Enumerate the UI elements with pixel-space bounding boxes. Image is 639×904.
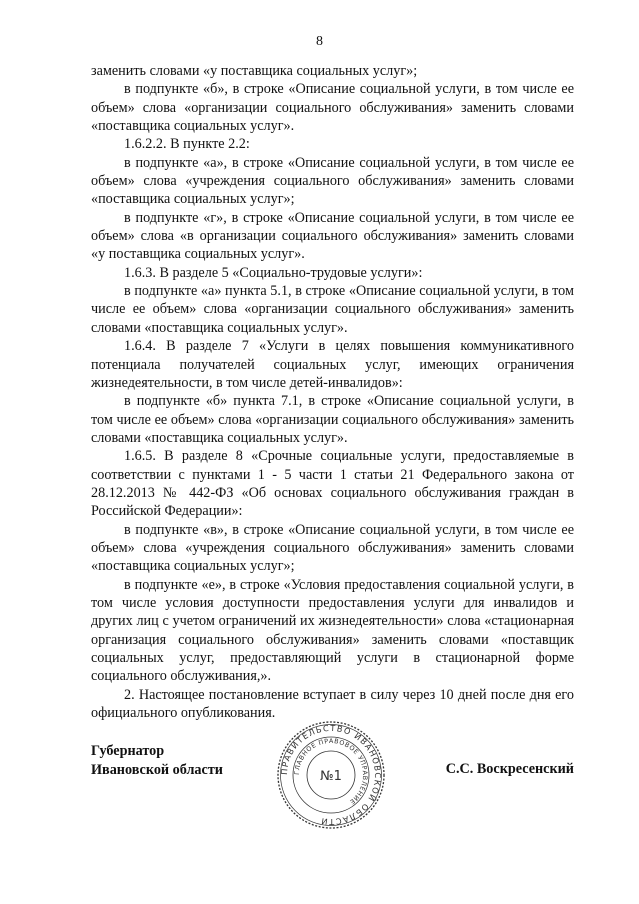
signatory-title-line1: Губернатор (91, 743, 165, 759)
paragraph: 1.6.2.2. В пункте 2.2: (124, 136, 250, 153)
seal-number: №1 (320, 769, 342, 784)
paragraph: в подпункте «г», в строке «Описание социальной услуги, в том числе ее объем» слова «в организации социального обслуживания» заменить словами «у поставщика социальных услуг». (91, 209, 574, 263)
paragraph: 2. Настоящее постановление вступает в силу через 10 дней после дня его официального опубликования. (91, 686, 574, 722)
paragraph: в подпункте «а», в строке «Описание социальной услуги, в том числе ее объем» слова «учреждения социального обслуживания» заменить словами «поставщика социальных услуг»; (91, 154, 574, 208)
paragraph: в подпункте «б» пункта 7.1, в строке «Описание социальной услуги, в том числе ее объем» слова «организации социального обслуживания» заменить словами «поставщика социальных услуг». (91, 393, 574, 446)
paragraph: в подпункте «а» пункта 5.1, в строке «Описание социальной услуги, в том числе ее объем» слова «организации социального обслуживания» заменить словами «поставщика социальных услуг». (91, 283, 574, 336)
page-number: 8 (316, 34, 323, 49)
official-seal (276, 720, 386, 830)
paragraph: в подпункте «б», в строке «Описание социальной услуги, в том числе ее объем» слова «организации социального обслуживания» заменить словами «поставщика социальных услуг». (91, 81, 574, 135)
paragraph: 1.6.4. В разделе 7 «Услуги в целях повышения коммуникативного потенциала получателей социальных услуг, имеющих ограничения жизнедеятельности, в том числе детей-инвалидов»: (91, 338, 574, 391)
paragraph: заменить словами «у поставщика социальных услуг»; (91, 63, 418, 79)
paragraph: в подпункте «в», в строке «Описание социальной услуги, в том числе ее объем» слова «учреждения социального обслуживания» заменить словами «поставщика социальных услуг»; (91, 521, 574, 575)
signatory-name: С.С. Воскресенский (445, 761, 574, 777)
signatory-title-line2: Ивановской области (91, 761, 223, 778)
document-body (91, 62, 574, 722)
signature-block (91, 720, 574, 830)
seal-outer-ring-text: ПРАВИТЕЛЬСТВО ИВАНОВСКОЙ ОБЛАСТИ (278, 722, 384, 828)
paragraph: 1.6.3. В разделе 5 «Социально-трудовые услуги»: (124, 264, 423, 281)
paragraph: в подпункте «е», в строке «Условия предоставления социальной услуги, в том числе условия доступности предоставления услуги для инвалидов и других лиц с учетом ограничений их жизнедеятельности» слова «стационарная организация социального обслуживания» заменить словами «поставщик социальных услуг, предоставляющий услуги в стационарной форме социального обслуживания,». (91, 576, 574, 685)
signatory-title (91, 742, 223, 779)
seal-inner-ring-text: ГЛАВНОЕ ПРАВОВОЕ УПРАВЛЕНИЕ (292, 736, 370, 807)
paragraph: 1.6.5. В разделе 8 «Срочные социальные услуги, предоставляемые в соответствии с пунктами 1 - 5 части 1 статьи 21 Федерального закона от 28.12.2013 № 442-ФЗ «Об основах социального обслуживания граждан в Российской Федерации»: (91, 448, 574, 520)
seal-graphic (276, 720, 386, 830)
